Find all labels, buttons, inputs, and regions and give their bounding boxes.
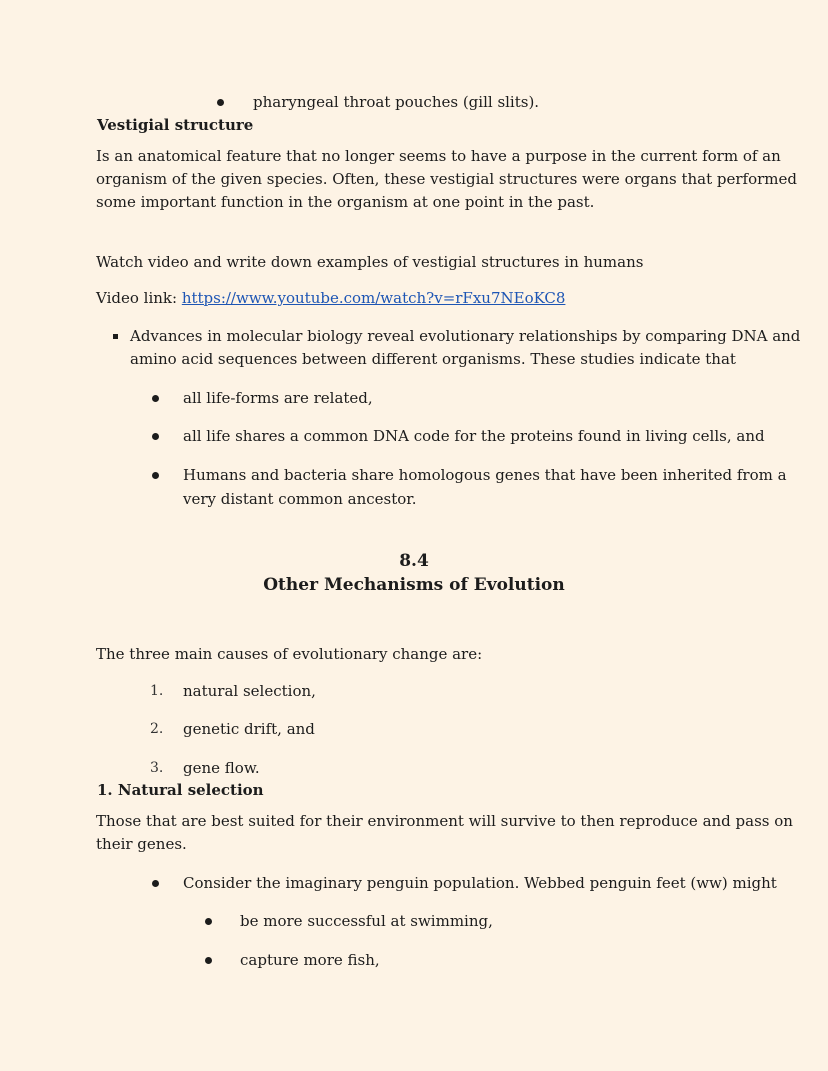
bullet-icon (205, 957, 212, 964)
section-heading: 1. Natural selection (97, 781, 264, 799)
list-item: be more successful at swimming, (240, 912, 493, 930)
video-link-label: Video link: (96, 289, 182, 307)
section-title: Other Mechanisms of Evolution (263, 575, 565, 595)
bullet-icon (152, 433, 159, 440)
bullet-icon (152, 395, 159, 402)
list-number: 3. (150, 760, 164, 776)
paragraph-line: Those that are best suited for their environment will survive to then reproduce and pass on (96, 812, 793, 830)
list-item: natural selection, (183, 682, 316, 700)
instruction-text: Watch video and write down examples of vestigial structures in humans (96, 253, 644, 271)
paragraph-line: Is an anatomical feature that no longer seems to have a purpose in the current form of an (96, 147, 781, 165)
bullet-icon (217, 99, 224, 106)
paragraph-line: amino acid sequences between different organisms. These studies indicate that (130, 350, 736, 368)
bullet-icon (152, 880, 159, 887)
list-item-continuation: very distant common ancestor. (183, 490, 417, 508)
paragraph-line: their genes. (96, 835, 187, 853)
video-link-line (96, 287, 565, 310)
video-link[interactable]: https://www.youtube.com/watch?v=rFxu7NEoKC8 (181, 289, 566, 307)
list-item: capture more fish, (240, 951, 380, 969)
section-heading: Vestigial structure (97, 116, 254, 134)
paragraph-line: some important function in the organism at one point in the past. (96, 193, 595, 211)
paragraph-line: organism of the given species. Often, these vestigial structures were organs that performed (96, 170, 797, 188)
list-number: 2. (150, 721, 164, 737)
square-bullet-icon (113, 334, 118, 339)
list-item: all life shares a common DNA code for the proteins found in living cells, and (183, 427, 765, 445)
list-item: genetic drift, and (183, 720, 315, 738)
list-item: Humans and bacteria share homologous genes that have been inherited from a (183, 466, 787, 484)
section-number: 8.4 (399, 551, 429, 571)
list-item: Consider the imaginary penguin population. Webbed penguin feet (ww) might (183, 874, 777, 892)
list-number: 1. (150, 683, 164, 699)
list-item: gene flow. (183, 759, 260, 777)
list-item: pharyngeal throat pouches (gill slits). (253, 93, 540, 111)
paragraph-line: The three main causes of evolutionary change are: (96, 645, 483, 663)
bullet-icon (152, 472, 159, 479)
bullet-icon (205, 918, 212, 925)
list-item: all life-forms are related, (183, 389, 373, 407)
paragraph-line: Advances in molecular biology reveal evolutionary relationships by comparing DNA and (130, 327, 801, 345)
